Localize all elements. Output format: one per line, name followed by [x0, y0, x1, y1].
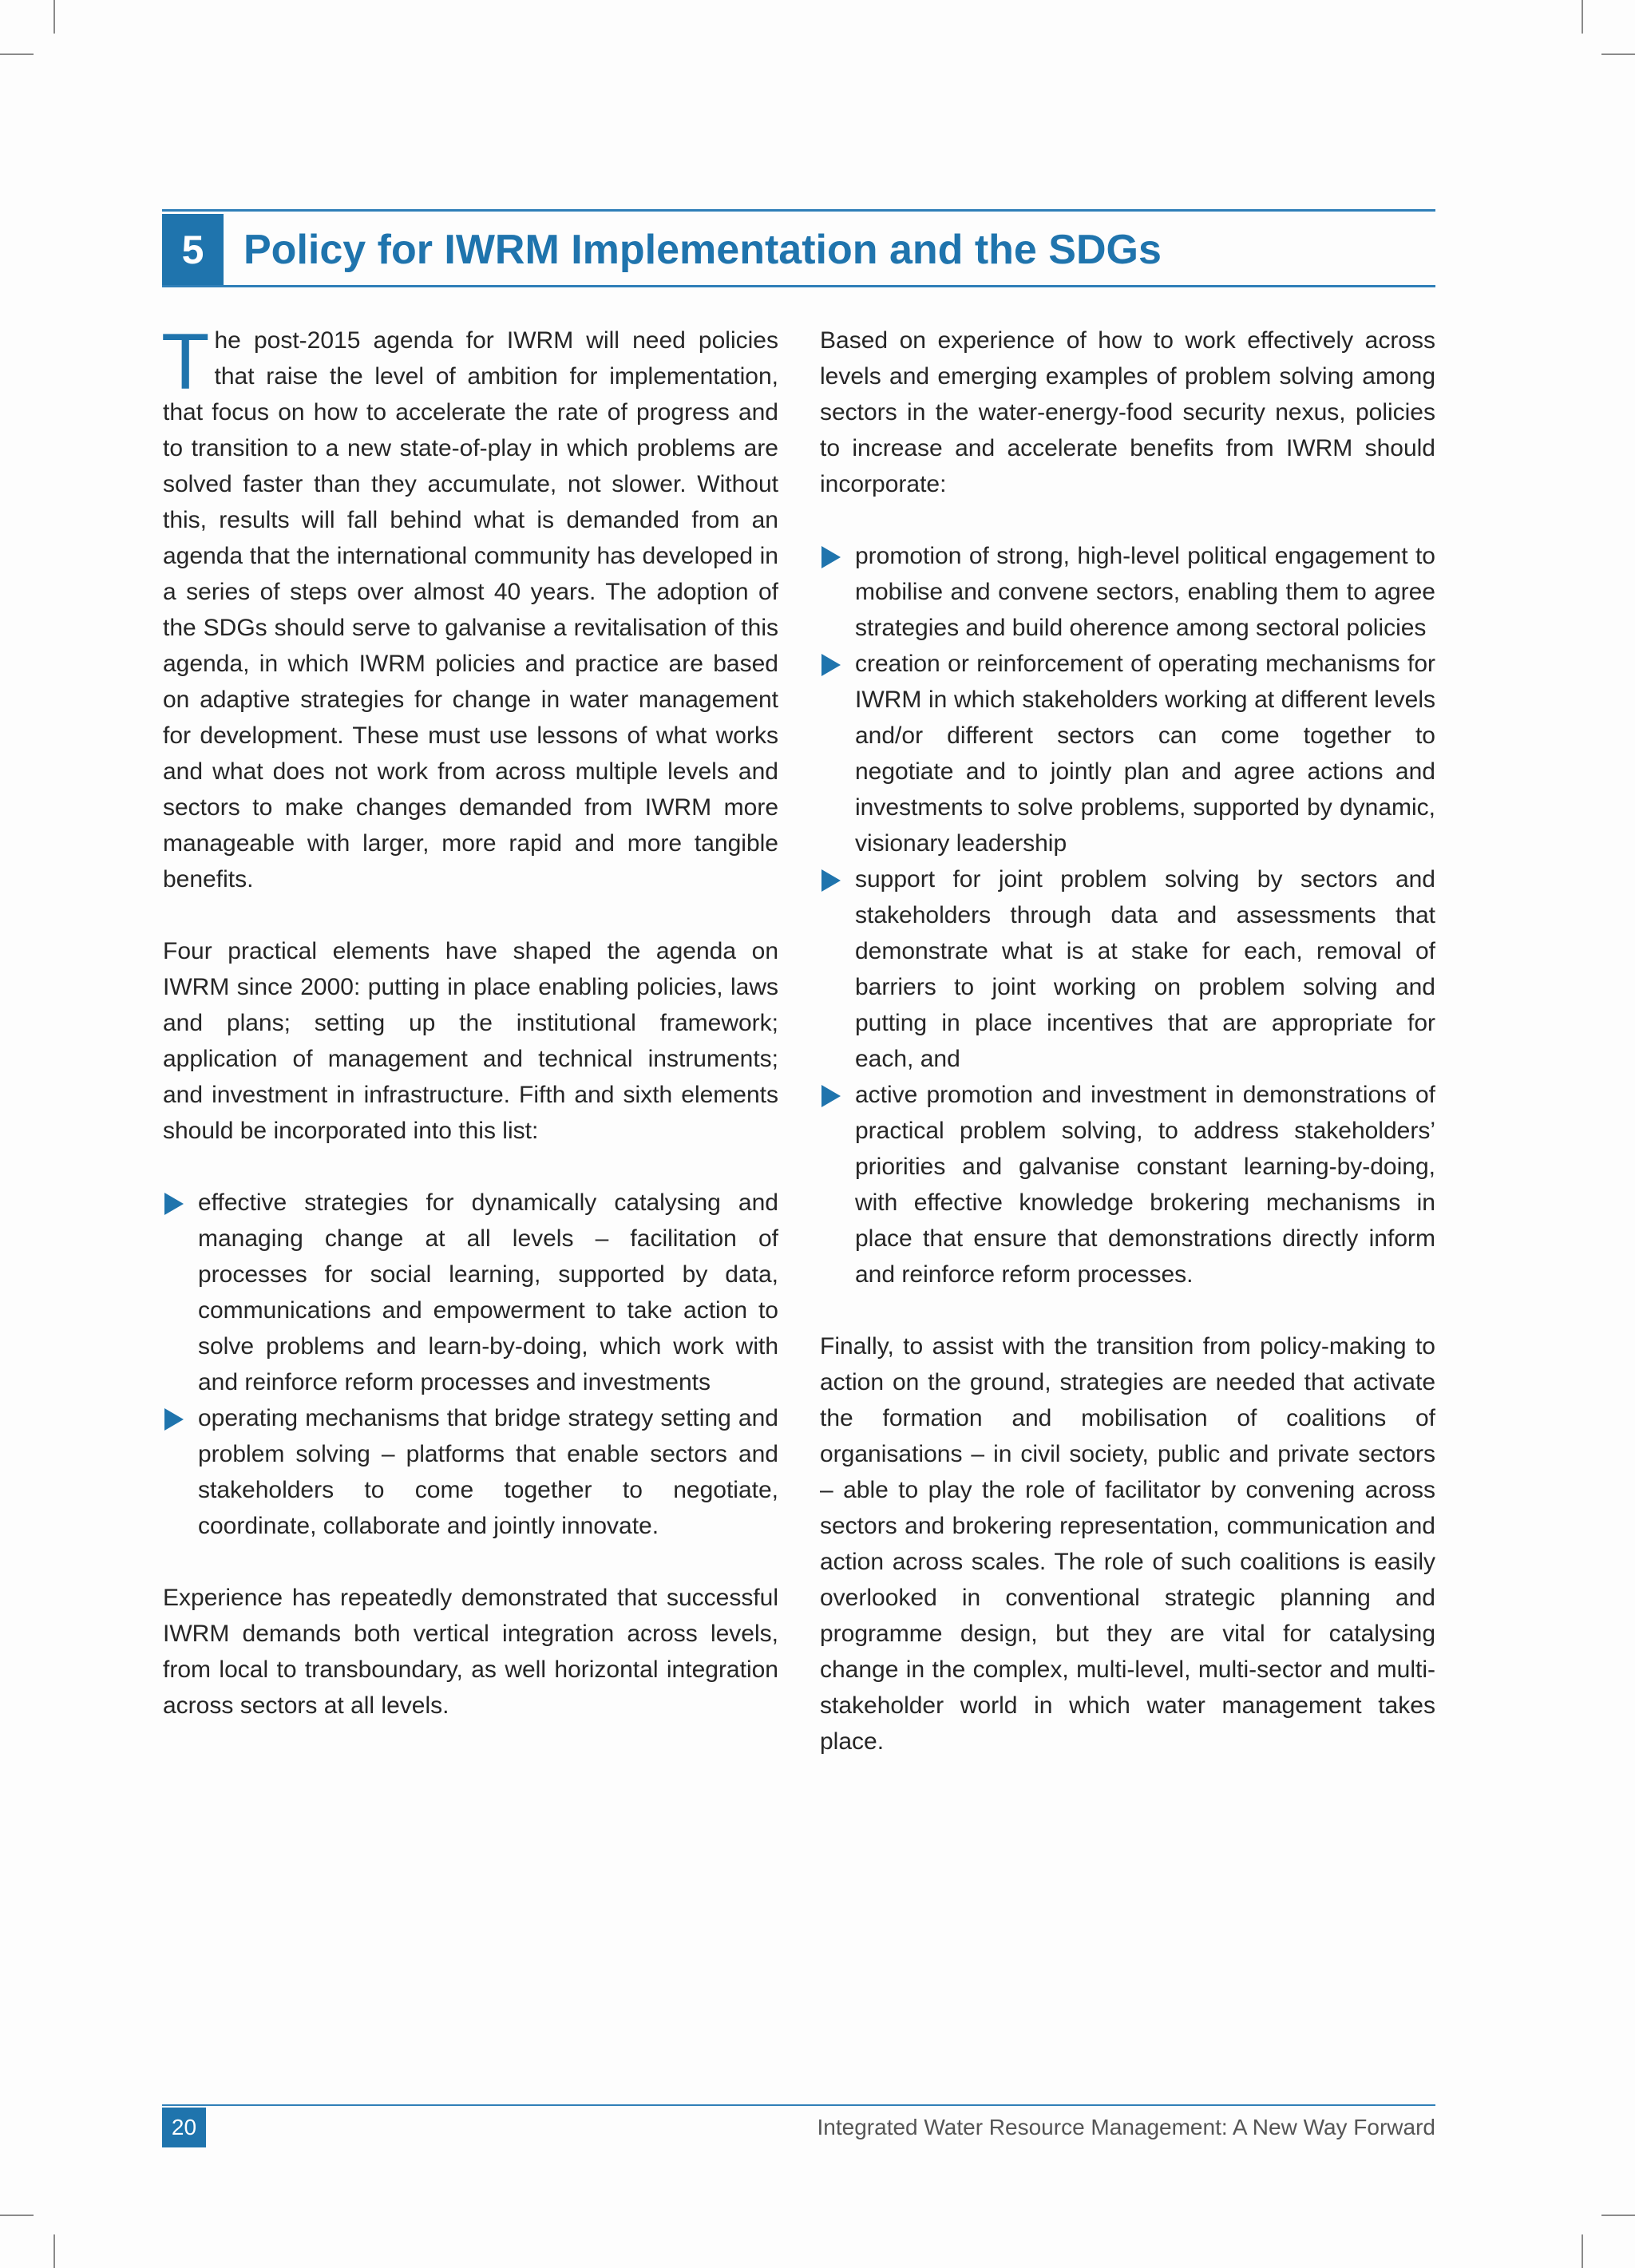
paragraph-gap — [820, 1292, 1435, 1328]
crop-mark — [53, 0, 55, 34]
coalitions-paragraph: Finally, to assist with the transition from policy-making to action on the ground, strategies are needed that activate the formation and mobilisation of coalitions of organisations – in civil society, public and private sectors – able to play the role of facilitator by convening across sectors and brokering representation, communication and action across scales. The role of such coalitions is easily overlooked in conventional strategic planning and programme design, but they are vital for catalysing change in the complex, multi-level, multi-sector and multi-stakeholder world in which water management takes place. — [820, 1333, 1435, 1755]
crop-mark — [0, 2215, 34, 2216]
crop-mark — [1582, 2234, 1583, 2268]
list-item-text: active promotion and investment in demonstrations of practical problem solving, to address stakeholders’ priorities and galvanise constant learning-by-doing, with effective knowledge brokering mechanisms in place that ensure that demonstrations directly inform and reinforce reform processes. — [855, 1082, 1435, 1288]
list-item — [163, 1400, 778, 1544]
list-item — [820, 861, 1435, 1077]
list-item-text: promotion of strong, high-level political engagement to mobilise and convene sectors, enabling them to agree strategies and build oherence among sectoral policies — [855, 543, 1435, 641]
triangle-bullet-icon — [821, 869, 841, 892]
header-bottom-rule — [162, 285, 1435, 287]
crop-mark — [0, 53, 34, 55]
experience-paragraph: Experience has repeatedly demonstrated that successful IWRM demands both vertical integration across levels, from local to transboundary, as well horizontal integration across sectors at all levels. — [163, 1585, 778, 1719]
intro-paragraph — [161, 317, 778, 897]
left-bullet-list — [163, 1185, 778, 1544]
list-item-text: creation or reinforcement of operating mechanisms for IWRM in which stakeholders working at different levels and/or different sectors can come together to negotiate and to jointly plan and agree actions and investments to solve problems, supported by dynamic, visionary leadership — [855, 651, 1435, 857]
paragraph-gap — [820, 502, 1435, 538]
crop-mark — [1582, 0, 1583, 34]
paragraph-gap — [163, 1544, 778, 1580]
triangle-bullet-icon — [821, 654, 841, 676]
list-item-text: support for joint problem solving by sectors and stakeholders through data and assessments that demonstrate what is at stake for each, removal of barriers to joint working on problem solving and putting in place incentives that are appropriate for each, and — [855, 866, 1435, 1072]
drop-cap: T — [161, 317, 210, 406]
triangle-bullet-icon — [164, 1193, 184, 1215]
crop-mark — [1601, 53, 1635, 55]
paragraph-gap — [163, 1149, 778, 1185]
elements-paragraph: Four practical elements have shaped the agenda on IWRM since 2000: putting in place enabling policies, laws and plans; setting up the institutional framework; application of management and technical instruments; and investment in infrastructure. Fifth and sixth elements should be incorporated into this list: — [163, 938, 778, 1144]
triangle-bullet-icon — [164, 1408, 184, 1431]
crop-mark — [53, 2234, 55, 2268]
list-item — [820, 646, 1435, 861]
page-number: 20 — [162, 2108, 206, 2147]
section-title: Policy for IWRM Implementation and the SDGs — [243, 227, 1162, 273]
triangle-bullet-icon — [821, 546, 841, 568]
running-title: Integrated Water Resource Management: A New Way Forward — [817, 2115, 1435, 2139]
list-item — [820, 538, 1435, 646]
header-top-rule — [162, 209, 1435, 212]
policies-paragraph: Based on experience of how to work effectively across levels and emerging examples of problem solving among sectors in the water-energy-food security nexus, policies to increase and accelerate benefits from IWRM should incorporate: — [820, 327, 1435, 497]
list-item-text: effective strategies for dynamically catalysing and managing change at all levels – facilitation of processes for social learning, supported by data, communications and empowerment to take action to solve problems and learn-by-doing, which work with and reinforce reform processes and investments — [198, 1189, 778, 1395]
footer-rule — [162, 2104, 1435, 2106]
paragraph-gap — [163, 897, 778, 933]
right-column — [820, 323, 1435, 1759]
triangle-bullet-icon — [821, 1085, 841, 1107]
right-bullet-list — [820, 538, 1435, 1292]
left-column — [161, 317, 778, 1724]
crop-mark — [1601, 2215, 1635, 2216]
list-item-text: operating mechanisms that bridge strategy setting and problem solving – platforms that enable sectors and stakeholders to come together to negotiate, coordinate, collaborate and jointly innovate. — [198, 1405, 778, 1539]
section-number-badge: 5 — [162, 214, 224, 285]
intro-text: he post-2015 agenda for IWRM will need policies that raise the level of ambition for implementation, that focus on how to accelerate the rate of progress and to transition to a new state-of-play in which problems are solved faster than they accumulate, not slower. Without this, results will fall behind what is demanded from an agenda that the international community has developed in a series of steps over almost 40 years. The adoption of the SDGs should serve to galvanise a revitalisation of this agenda, in which IWRM policies and practice are based on adaptive strategies for change in water management for development. These must use lessons of what works and what does not work from across multiple levels and sectors to make changes demanded from IWRM more manageable with larger, more rapid and more tangible benefits. — [163, 327, 778, 893]
list-item — [163, 1185, 778, 1400]
list-item — [820, 1077, 1435, 1292]
